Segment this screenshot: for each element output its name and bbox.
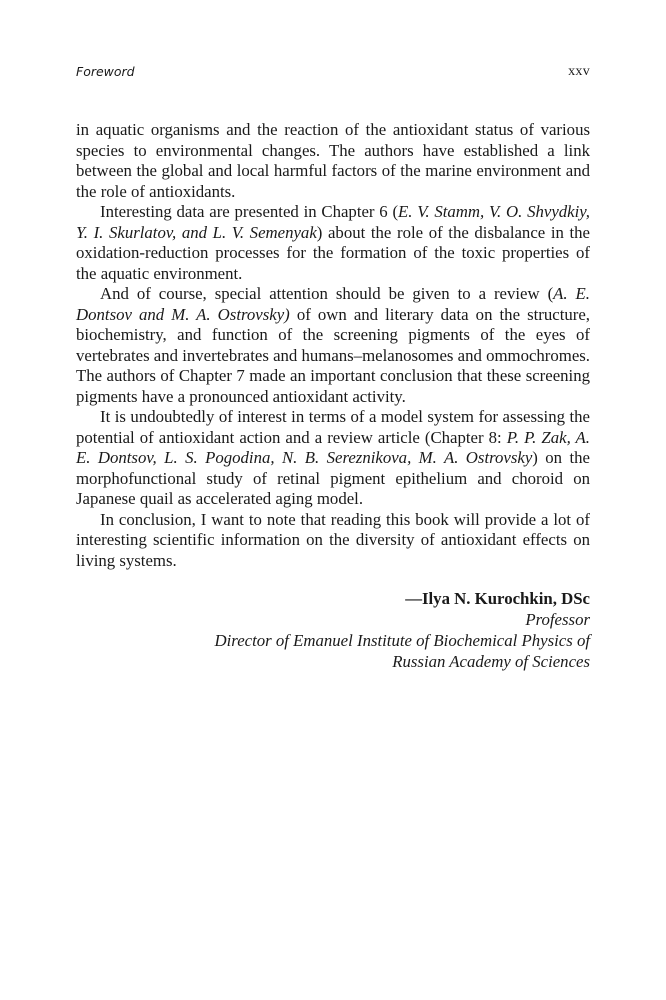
paragraph-text: Interesting data are presented in Chapter 6 ( — [100, 202, 399, 221]
section-title: Foreword — [76, 64, 135, 79]
paragraph-text: And of course, special attention should be given to a review ( — [100, 284, 554, 303]
foreword-body — [76, 120, 590, 571]
paragraph-conclusion: In conclusion, I want to note that reading this book will provide a lot of interesting scientific information on the diversity of antioxidant effects on living systems. — [76, 509, 590, 570]
paragraph-chapter-7 — [76, 284, 590, 407]
chapter-7-authors: A. E. Dontsov and M. A. Ostrovsky) — [76, 284, 591, 324]
chapter-8-authors: P. P. Zak, A. E. Dontsov, L. S. Pogodina, N. B. Sereznikova, M. A. Ostrovsky — [76, 427, 590, 467]
paragraph-chapter-6 — [76, 202, 590, 284]
signatory-name: —Ilya N. Kurochkin, DSc — [405, 589, 590, 608]
paragraph-text: ) about the role of the disbalance in the oxidation-reduction processes for the formation of the toxic properties of the aquatic environment. — [76, 222, 590, 283]
signatory-title: Professor — [525, 610, 590, 629]
signature-block — [76, 588, 590, 672]
paragraph-text: ) on the morphofunctional study of retinal pigment epithelium and choroid on Japanese quail as accelerated aging model. — [76, 448, 590, 508]
paragraph-text: It is undoubtedly of interest in terms of a model system for assessing the potential of antioxidant action and a review article (Chapter 8: — [76, 407, 590, 447]
paragraph-chapter-8 — [76, 407, 590, 510]
paragraph-continuation: in aquatic organisms and the reaction of the antioxidant status of various species to environmental changes. The authors have established a link between the global and local harmful factors of the marine environment and the role of antioxidants. — [76, 120, 590, 201]
signatory-position: Director of Emanuel Institute of Biochemical Physics of — [214, 631, 590, 650]
chapter-6-authors: E. V. Stamm, V. O. Shvydkiy, Y. I. Skurlatov, and L. V. Semenyak — [76, 202, 590, 242]
running-header — [76, 64, 590, 86]
signatory-institution: Russian Academy of Sciences — [392, 652, 590, 671]
page-number: xxv — [568, 64, 590, 79]
paragraph-text: of own and literary data on the structure, biochemistry, and function of the screening pigments of the eyes of vertebrates and invertebrates and humans–melanosomes and ommochromes. The authors of Chapter 7 made an important conclusion that these screening pigments have a pronounced antioxidant activity. — [76, 304, 590, 406]
